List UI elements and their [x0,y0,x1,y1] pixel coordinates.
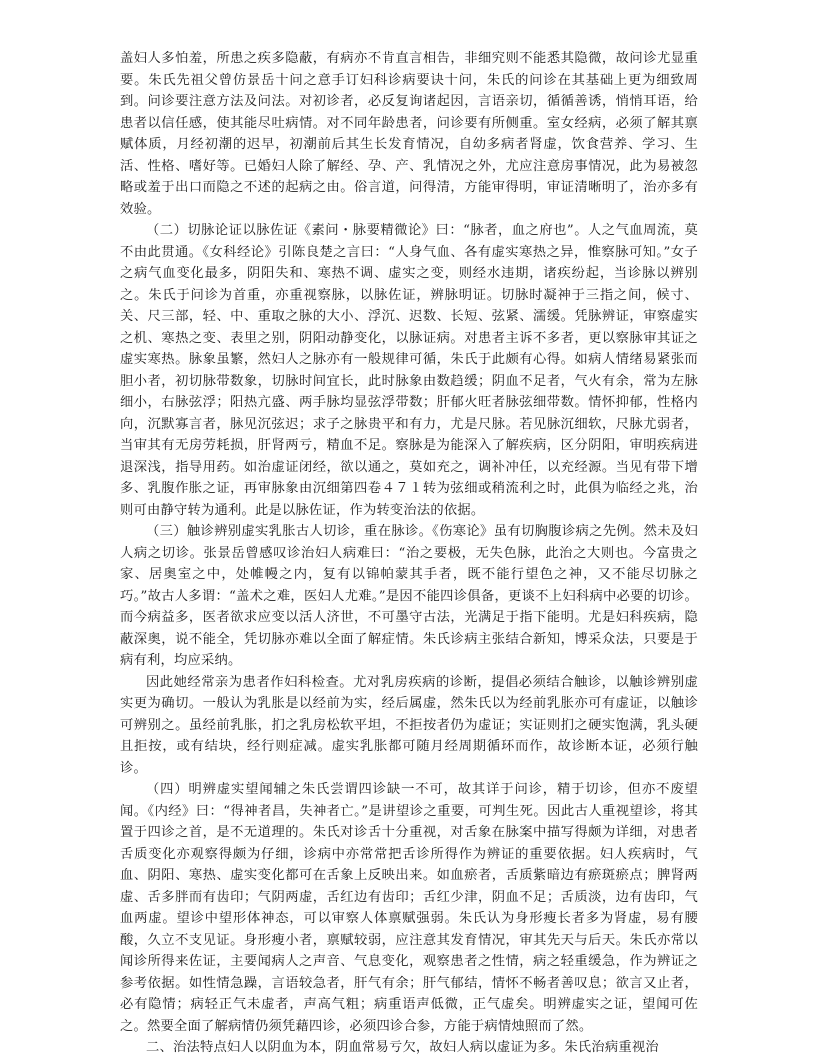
document-page [120,48,698,1059]
paragraph-pulse-diagnosis: （二）切脉论证以脉佐证《素问・脉要精微论》曰：“脉者，血之府也”。人之气血周流，莫不由此贯通。《女科经论》引陈良楚之言曰：“人身气血、各有虚实寒热之异，惟察脉可知。”女子之病气血变化最多，阴阳失和、寒热不调、虚实之变，则经水违期，诸疾纷起，当诊脉以辨别之。朱氏于问诊为首重，亦重视察脉，以脉佐证，辨脉明证。切脉时凝神于三指之间，候寸、关、尺三部，轻、中、重取之脉的大小、浮沉、迟数、长短、弦紧、濡缓。凭脉辨证，审察虚实之机、寒热之变、表里之别，阴阳动静变化，以脉证病。对患者主诉不多者，更以察脉审其证之虚实寒热。脉象虽繁，然妇人之脉亦有一般规律可循，朱氏于此颇有心得。如病人情绪易紧张而胆小者，初切脉带数象，切脉时间宜长，此时脉象由数趋缓；阴血不足者，气火有余，常为左脉细小，右脉弦浮；阳热亢盛、两手脉均显弦浮带数；肝郁火旺者脉弦细带数。情怀抑郁，性格内向，沉默寡言者，脉见沉弦迟；求子之脉贵平和有力，尤是尺脉。若见脉沉细软，尺脉尤弱者，当审其有无房劳耗损，肝肾两亏，精血不足。察脉是为能深入了解疾病，区分阴阳，审明疾病进退深浅，指导用药。如治虚证闭经，欲以通之，莫如充之，调补冲任，以充经源。当见有带下增多、乳腹作胀之证，再审脉象由沉细第四卷４７１转为弦细或稍流利之时，此俱为临经之兆，治则可由静守转为通利。此是以脉佐证，作为转变治法的依据。 [120,223,698,518]
paragraph-inquiry-end: 盖妇人多怕羞，所患之疾多隐蔽，有病亦不肯直言相告，非细究则不能悉其隐微，故问诊尤显重要。朱氏先祖父曾仿景岳十问之意手订妇科诊病要诀十问，朱氏的问诊在其基础上更为细致周到。问诊要注意方法及问法。对初诊者，必反复询诸起因，言语亲切，循循善诱，悄悄耳语，给患者以信任感，使其能尽吐病情。对不同年龄患者，问诊要有所侧重。室女经病，必须了解其禀赋体质，月经初潮的迟早，初潮前后其生长发育情况，自幼多病者肾虚，饮食营养、学习、生活、性格、嗜好等。已婚妇人除了解经、孕、产、乳情况之外，尤应注意房事情况，此为易被忽略或羞于出口而隐之不述的起病之由。俗言道，问得清，方能审得明，审证清晰明了，治亦多有效验。 [120,51,698,217]
paragraph-inspection-listening: （四）明辨虚实望闻辅之朱氏尝谓四诊缺一不可，故其详于问诊，精于切诊，但亦不废望闻。《内经》曰：“得神者昌，失神者亡。”是讲望诊之重要，可判生死。因此古人重视望诊，将其置于四诊之首，是不无道理的。朱氏对诊舌十分重视，对舌象在脉案中描写得颇为详细，对患者舌质变化亦观察得颇为仔细，诊病中亦常常把舌诊所得作为辨证的重要依据。妇人疾病时，气血、阴阳、寒热、虚实变化都可在舌象上反映出来。如血瘀者，舌质紫暗边有瘀斑瘀点；脾肾两虚、舌多胖而有齿印；气阴两虚，舌红边有齿印；舌红少津，阴血不足；舌质淡，边有齿印，气血两虚。望诊中望形体神态，可以审察人体禀赋强弱。朱氏认为身形瘦长者多为肾虚，易有腰酸，久立不支见证。身形瘦小者，禀赋较弱，应注意其发育情况，审其先天与后天。朱氏亦常以闻诊所得来佐证，主要闻病人之声音、气息变化，观察患者之性情，病之轻重缓急，作为辨证之参考依据。如性情急躁，言语较急者，肝气有余；肝气郁结，情怀不畅者善叹息；欲言又止者，必有隐情；病轻正气未虚者，声高气粗；病重语声低微，正气虚矣。明辨虚实之证，望闻可佐之。然要全面了解病情仍须凭藉四诊，必须四诊合参，方能于病情烛照而了然。 [120,782,698,1034]
paragraph-treatment-heading: 二、治法特点妇人以阴血为本，阴血常易亏欠，故妇人病以虚证为多。朱氏治病重视治 [146,1040,659,1055]
paragraph-breast-exam: 因此她经常亲为患者作妇科检查。尤对乳房疾病的诊断，提倡必须结合触诊，以触诊辨别虚实更为确切。一般认为乳胀是以经前为实，经后属虚，然朱氏以为经前乳胀亦可有虚证，以触诊可辨别之。虽经前乳胀，扪之乳房松软平坦，不拒按者仍为虚证；实证则扪之硬实饱满，乳头硬且拒按，或有结块，经行则症减。虚实乳胀都可随月经周期循环而作，故诊断本证，必须行触诊。 [120,674,698,776]
paragraph-palpation: （三）触诊辨别虚实乳胀古人切诊，重在脉诊。《伤寒论》虽有切胸腹诊病之先例。然未及妇人病之切诊。张景岳曾感叹诊治妇人病难曰：“治之要极，无失色脉，此治之大则也。今富贵之家、居奥室之中，处帷幔之内，复有以锦帕蒙其手者，既不能行望色之神，又不能尽切脉之巧。”故古人多谓：“盖术之难，医妇人尤难。”是因不能四诊俱备，更谈不上妇科病中必要的切诊。而今病益多，医者欲求应变以活人济世，不可墨守古法，光满足于指下能明。尤是妇科疾病，隐蔽深奥，说不能全，凭切脉亦难以全面了解症情。朱氏诊病主张结合新知，博采众法，只要是于病有利，均应采纳。 [120,524,698,668]
